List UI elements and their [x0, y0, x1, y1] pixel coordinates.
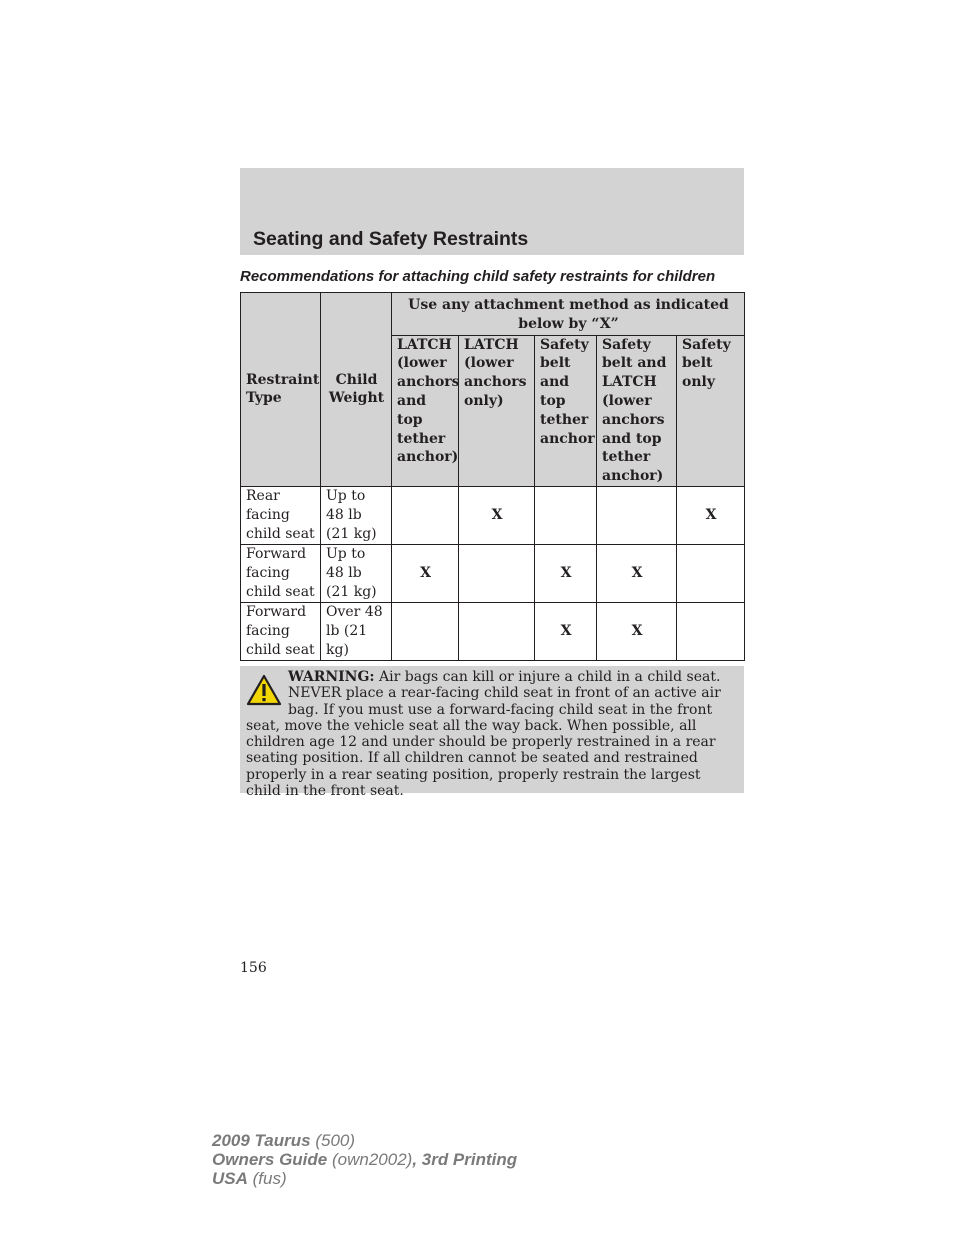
- footer-region-code: (fus): [252, 1169, 287, 1188]
- warning-triangle-icon: [246, 674, 282, 706]
- cell-restraint-type: Rear facing child seat: [241, 486, 321, 544]
- table-subheading: Recommendations for attaching child safety restraints for children: [240, 268, 716, 285]
- header-attachment-method-group: Use any attachment method as indicated below by “X”: [392, 293, 745, 336]
- header-method-latch-lower: LATCH (lower anchors only): [459, 335, 535, 486]
- header-method-belt-latch: Safety belt and LATCH (lower anchors and top tether anchor): [597, 335, 677, 486]
- document-footer: [212, 1131, 517, 1188]
- section-title: Seating and Safety Restraints: [253, 228, 529, 250]
- cell-mark: [392, 486, 459, 544]
- table-row: [241, 486, 745, 544]
- cell-mark: [597, 486, 677, 544]
- footer-guide: Owners Guide: [212, 1150, 328, 1169]
- warning-box: [240, 666, 744, 800]
- footer-model-line: [212, 1131, 517, 1150]
- warning-label: WARNING:: [288, 669, 375, 685]
- child-restraint-table: [240, 292, 745, 661]
- cell-restraint-type: Forward facing child seat: [241, 544, 321, 602]
- cell-mark: X: [597, 602, 677, 660]
- footer-region: USA: [212, 1169, 248, 1188]
- cell-mark: [459, 544, 535, 602]
- header-method-latch-tether: LATCH (lower anchors and top tether anchor): [392, 335, 459, 486]
- cell-mark: [392, 602, 459, 660]
- cell-mark: [535, 486, 597, 544]
- footer-region-line: [212, 1169, 517, 1188]
- section-header-bar: [240, 168, 744, 255]
- table-row: [241, 544, 745, 602]
- footer-model: 2009 Taurus: [212, 1131, 311, 1150]
- cell-mark: [677, 544, 745, 602]
- footer-model-code: (500): [315, 1131, 356, 1150]
- cell-mark: [459, 602, 535, 660]
- header-restraint-type: Restraint Type: [241, 293, 321, 487]
- table-row: [241, 602, 745, 660]
- footer-guide-code: (own2002): [331, 1150, 413, 1169]
- header-method-belt-tether: Safety belt and top tether anchor: [535, 335, 597, 486]
- cell-mark: X: [535, 602, 597, 660]
- footer-guide-line: [212, 1150, 517, 1169]
- cell-mark: X: [459, 486, 535, 544]
- cell-restraint-type: Forward facing child seat: [241, 602, 321, 660]
- cell-child-weight: Over 48 lb (21 kg): [321, 602, 392, 660]
- cell-child-weight: Up to 48 lb (21 kg): [321, 486, 392, 544]
- header-method-belt-only: Safety belt only: [677, 335, 745, 486]
- cell-mark: X: [677, 486, 745, 544]
- warning-text: Air bags can kill or injure a child in a child seat. NEVER place a rear-facing child seat in front of an active air bag. If you must use a forward-facing child seat in the front seat, move the vehicle seat all the way back. When possible, all children age 12 and under should be properly restrained in a rear seating position. If all children cannot be seated and restrained properly in a rear seating position, properly restrain the largest child in the front seat.: [246, 669, 721, 800]
- header-child-weight: Child Weight: [321, 293, 392, 487]
- cell-mark: X: [535, 544, 597, 602]
- footer-printing: , 3rd Printing: [412, 1150, 518, 1169]
- page-number: 156: [240, 960, 267, 976]
- cell-mark: X: [597, 544, 677, 602]
- cell-child-weight: Up to 48 lb (21 kg): [321, 544, 392, 602]
- cell-mark: [677, 602, 745, 660]
- cell-mark: X: [392, 544, 459, 602]
- table-header-row: [241, 293, 745, 336]
